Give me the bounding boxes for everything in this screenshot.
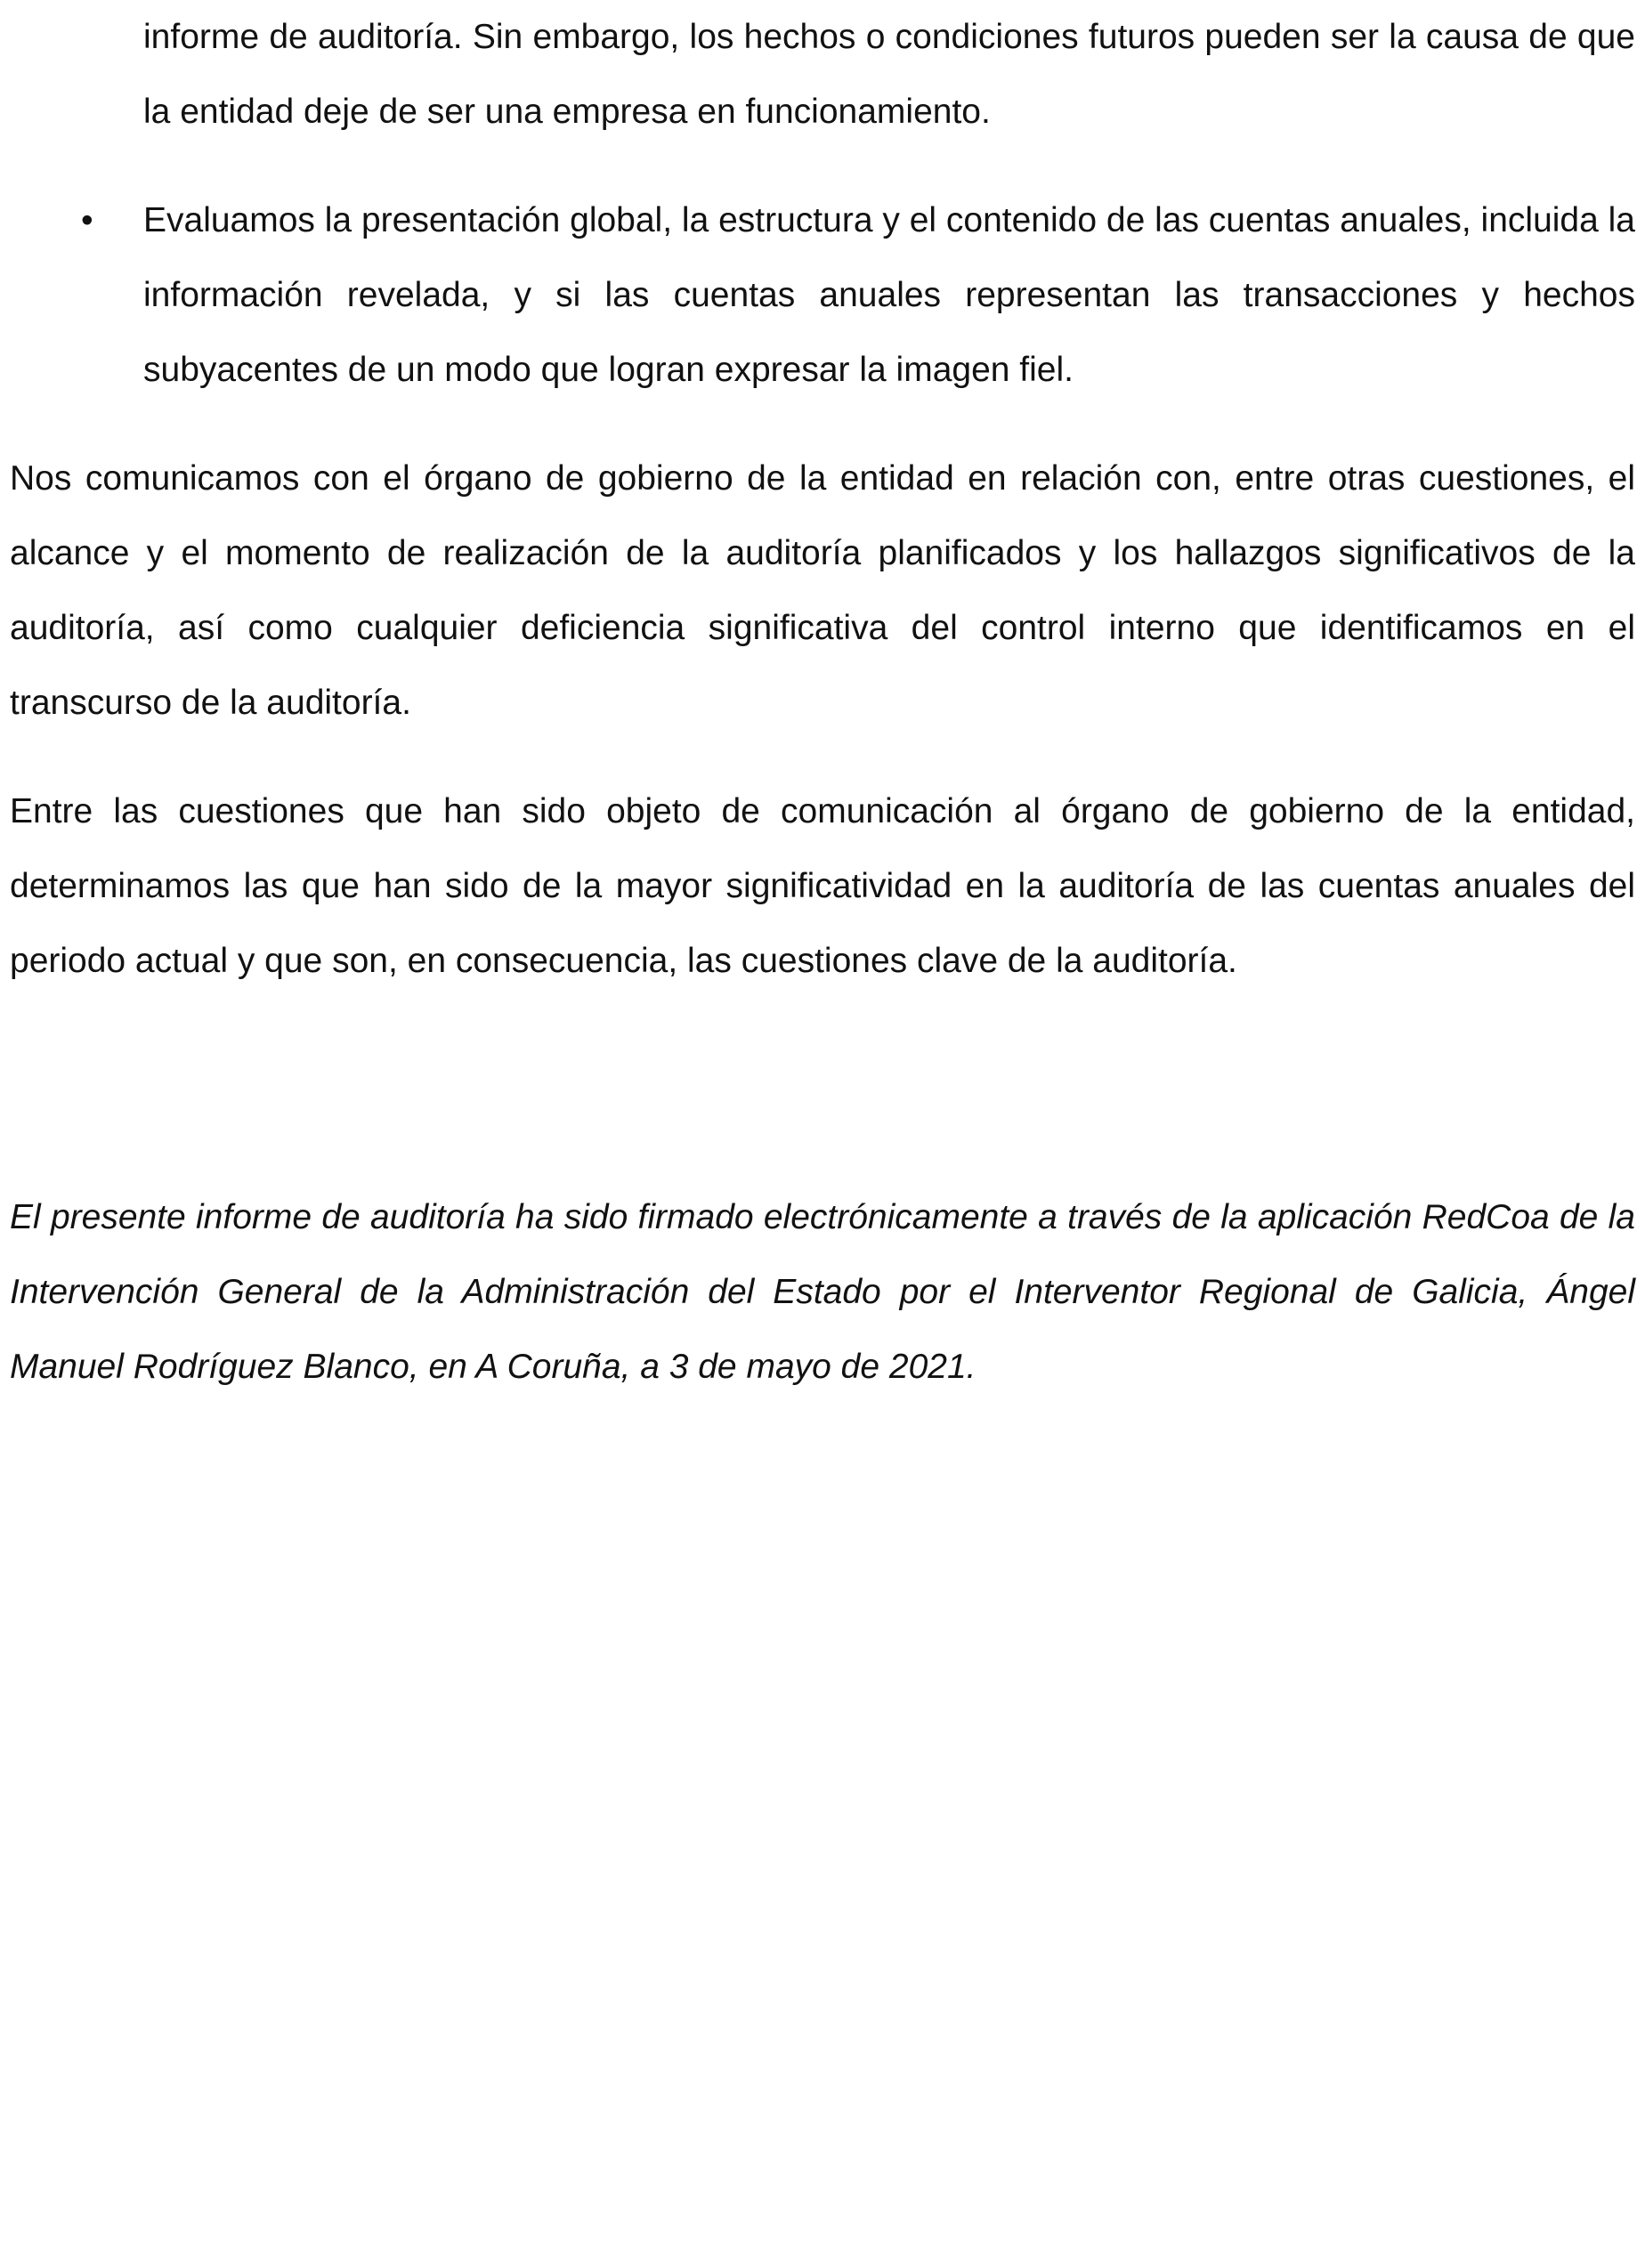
continued-bullet-text: informe de auditoría. Sin embargo, los hechos o condiciones futuros pueden ser la causa de que la entidad deje de ser una empresa en funcionamiento. [143,18,1635,131]
paragraph-key-matters: Entre las cuestiones que han sido objeto de comunicación al órgano de gobierno de la entidad, determinamos las que han sido de la mayor significatividad en la auditoría de las cuentas anuales del periodo actual y que son, en consecuencia, las cuestiones clave de la auditoría. [10,792,1635,980]
document-body [10,0,1635,1405]
bullet-item [10,183,1635,408]
bullet-dot-icon: • [81,201,93,239]
signature-note: El presente informe de auditoría ha sido firmado electrónicamente a través de la aplicación RedCoa de la Intervención General de la Administración del Estado por el Interventor Regional de Galicia, Ángel Manuel Rodríguez Blanco, en A Coruña, a 3 de mayo de 2021. [10,1198,1635,1386]
paragraph-communication: Nos comunicamos con el órgano de gobierno de la entidad en relación con, entre otras cuestiones, el alcance y el momento de realización de la auditoría planificados y los hallazgos significativos de la auditoría, así como cualquier deficiencia significativa del control interno que identificamos en el transcurso de la auditoría. [10,459,1635,722]
bullet-text: Evaluamos la presentación global, la estructura y el contenido de las cuentas anuales, incluida la información revelada, y si las cuentas anuales representan las transacciones y hechos subyacentes de un modo que logran expresar la imagen fiel. [143,201,1635,389]
